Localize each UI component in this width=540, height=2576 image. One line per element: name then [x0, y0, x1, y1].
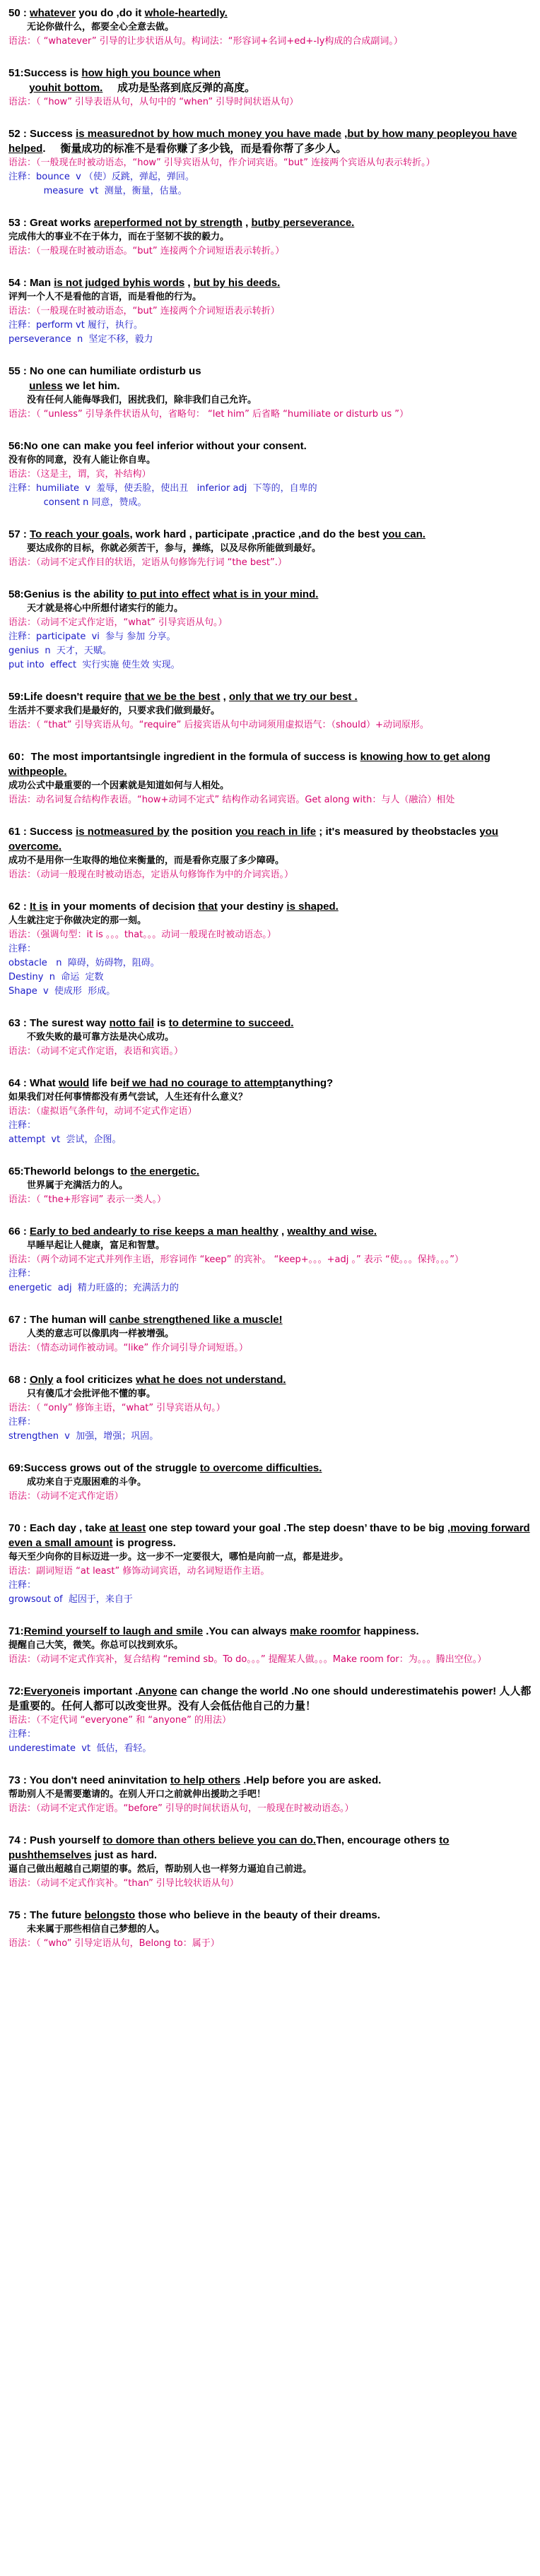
entry-spacer: [8, 1891, 533, 1908]
grammar-note: 语法：（动词不定式作定语，表语和宾语。）: [8, 1046, 184, 1057]
english-sentence: 74 : Push yourself to domore than others believe you can do.Then, encourage others to pushthemselves just as hard.: [8, 1834, 450, 1861]
quote-entry-54: [8, 275, 533, 347]
vocabulary-note: 注释：: [8, 944, 37, 954]
entry-spacer: [8, 882, 533, 899]
quote-entry-57: [8, 527, 533, 570]
vocabulary-note: measure vt 测量，衡量，估量。: [8, 186, 187, 196]
english-sentence: 50 : whatever you do ,do it whole-heartedly.: [8, 7, 228, 19]
quote-entry-61: [8, 824, 533, 882]
quote-entry-53: [8, 215, 533, 259]
entry-spacer: [8, 570, 533, 587]
english-sentence: 64 : What would life beif we had no courage to attemptanything?: [8, 1077, 334, 1089]
english-sentence: 66 : Early to bed andearly to rise keeps a man healthy , wealthy and wise.: [8, 1225, 377, 1237]
vocabulary-note: 注释：humiliate v 羞辱，使丢脸，使出丑 inferior adj 下等的，自卑的: [8, 483, 317, 494]
chinese-translation: 生活并不要求我们是最好的，只要求我们做到最好。: [8, 706, 221, 716]
grammar-note: 语法：（虚拟语气条件句，动词不定式作定语）: [8, 1106, 197, 1117]
entry-spacer: [8, 422, 533, 439]
vocabulary-note: put into effect 实行实施 使生效 实现。: [8, 660, 180, 670]
quote-entry-59: [8, 689, 533, 732]
english-sentence: 67 : The human will canbe strengthened like a muscle!: [8, 1314, 283, 1326]
quote-entry-62: [8, 899, 533, 999]
english-sentence: 69:Success grows out of the struggle to overcome difficulties.: [8, 1462, 322, 1474]
quote-entry-74: [8, 1833, 533, 1891]
vocabulary-note: energetic adj 精力旺盛的；充满活力的: [8, 1283, 179, 1293]
chinese-translation: 不致失败的最可靠方法是决心成功。: [27, 1032, 175, 1043]
english-sentence: 60：The most importantsingle ingredient in the formula of success is knowing how to get along withpeople.: [8, 751, 491, 778]
english-sentence: 58:Genius is the ability to put into effect what is in your mind.: [8, 588, 319, 600]
chinese-translation: 成功来自于克服困难的斗争。: [27, 1477, 147, 1488]
chinese-translation: 每天至少向你的目标迈进一步。这一步不一定要很大，哪怕是向前一点，都是进步。: [8, 1552, 349, 1562]
grammar-note: 语法：（两个动词不定式并列作主语，形容词作 “keep” 的宾补。 “keep+。。。+adj 。” 表示 “使。。。保持。。。”）: [8, 1254, 464, 1265]
quote-entry-68: [8, 1372, 533, 1444]
vocabulary-note: 注释：bounce v （使）反跳，弹起，弹回。: [8, 172, 194, 182]
entry-spacer: [8, 1147, 533, 1164]
chinese-translation: 世界属于充满活力的人。: [27, 1180, 129, 1191]
grammar-note: 语法：（动词不定式作定语）: [8, 1491, 124, 1502]
vocabulary-note: obstacle n 障碍，妨碍物，阻碍。: [8, 958, 160, 968]
chinese-translation: 未来属于那些相信自己梦想的人。: [27, 1924, 165, 1935]
vocabulary-note: 注释：perform vt 履行，执行。: [8, 320, 143, 331]
vocabulary-note: attempt vt 尝试，企图。: [8, 1134, 122, 1145]
entry-spacer: [8, 1207, 533, 1224]
vocabulary-note: perseverance n 坚定不移，毅力: [8, 334, 153, 345]
grammar-note: 语法：（ “who” 引导定语从句，Belong to：属于）: [8, 1938, 220, 1949]
chinese-translation: 无论你做什么，都要全心全意去做。: [27, 22, 175, 32]
vocabulary-note: consent n 同意，赞成。: [8, 497, 147, 508]
entry-spacer: [8, 732, 533, 749]
quote-entry-55: [8, 364, 533, 422]
entry-spacer: [8, 198, 533, 215]
chinese-translation: 提醒自己大笑，微笑。你总可以找到欢乐。: [8, 1640, 184, 1651]
vocabulary-note: 注释：: [8, 1580, 37, 1591]
quote-entry-69: [8, 1461, 533, 1504]
entry-spacer: [8, 807, 533, 824]
grammar-note: 语法：（不定代词 “everyone” 和 “anyone” 的用法）: [8, 1715, 231, 1726]
grammar-note: 语法：（情态动词作被动词。“like” 作介词引导介词短语。）: [8, 1343, 248, 1353]
entry-spacer: [8, 1444, 533, 1461]
vocabulary-note: 注释：: [8, 1269, 37, 1279]
grammar-note: 语法：（这是主，谓，宾，补结构）: [8, 469, 151, 480]
entry-spacer: [8, 510, 533, 527]
grammar-note: 语法：（动词不定式作定语，“what” 引导宾语从句。）: [8, 617, 228, 628]
grammar-note: 语法：（ “whatever” 引导的让步状语从句。构词法：“形容词+名词+ed+-ly构成的合成副词。）: [8, 36, 403, 47]
english-sentence: 53 : Great works areperformed not by strength , butby perseverance.: [8, 217, 355, 229]
entry-spacer: [8, 1355, 533, 1372]
vocabulary-note: Destiny n 命运 定数: [8, 972, 104, 983]
quote-entry-64: [8, 1076, 533, 1147]
chinese-translation: 要达成你的目标，你就必须苦干，参与，操练，以及尽你所能做到最好。: [27, 543, 322, 554]
quote-entry-67: [8, 1312, 533, 1355]
chinese-translation: 完成伟大的事业不在于体力，而在于坚韧不拔的毅力。: [8, 232, 230, 242]
entry-spacer: [8, 1059, 533, 1076]
quote-entry-58: [8, 587, 533, 672]
english-sentence: 63 : The surest way notto fail is to determine to succeed.: [8, 1017, 294, 1029]
grammar-note: 语法：副词短语 “at least” 修饰动词宾语，动名词短语作主语。: [8, 1566, 270, 1577]
quote-entry-51: [8, 66, 533, 109]
entry-spacer: [8, 347, 533, 364]
quote-entry-56: [8, 439, 533, 510]
grammar-note: 语法：（动词不定式作目的状语，定语从句修饰先行词 “the best”.）: [8, 557, 287, 568]
entry-spacer: [8, 259, 533, 275]
quote-entry-71: [8, 1624, 533, 1667]
chinese-translation: 早睡早起让人健康，富足和智慧。: [27, 1240, 165, 1251]
quote-entry-72: [8, 1684, 533, 1756]
quote-entry-65: [8, 1164, 533, 1207]
english-sentence: 65:Theworld belongs to the energetic.: [8, 1165, 200, 1177]
chinese-translation: 帮助别人不是需要邀请的。在别人开口之前就伸出援助之手吧！: [8, 1789, 266, 1800]
chinese-translation: 只有傻瓜才会批评他不懂的事。: [27, 1389, 156, 1399]
english-sentence: 72:Everyoneis important .Anyone can change the world .No one should underestimatehis power! 人人都是重要的。任何人都可以改变世界。没有人会低估他自己的力量！: [8, 1685, 532, 1712]
entry-spacer: [8, 1504, 533, 1521]
vocabulary-note: strengthen v 加强，增强；巩固。: [8, 1431, 159, 1442]
grammar-note: 语法：动名词复合结构作表语。“how+动词不定式” 结构作动名词宾语。Get along with：与人（融洽）相处: [8, 795, 455, 805]
vocabulary-note: 注释：: [8, 1729, 37, 1740]
vocabulary-note: growsout of 起因于，来自于: [8, 1594, 133, 1605]
english-sentence: 52 : Success is measurednot by how much money you have made ,but by how many peopleyou have helped. 衡量成功的标准不是看你赚了多少钱，而是看你帮了多少人。: [8, 128, 517, 155]
quote-entry-73: [8, 1773, 533, 1816]
chinese-translation: 天才就是将心中所想付诸实行的能力。: [27, 603, 184, 614]
entry-spacer: [8, 49, 533, 66]
english-sentence: 55 : No one can humiliate ordisturb us unless we let him.: [8, 365, 201, 392]
entry-spacer: [8, 1295, 533, 1312]
english-sentence: 70 : Each day , take at least one step toward your goal .The step doesn’ thave to be big ,moving forward even a small amount is progress.: [8, 1522, 530, 1549]
english-sentence: 71:Remind yourself to laugh and smile .You can always make roomfor happiness.: [8, 1625, 419, 1637]
grammar-note: 语法：（强调句型：it is 。。。that。。。动词一般现在时被动语态。）: [8, 930, 276, 940]
grammar-note: 语法：（ “unless” 引导条件状语从句，省略句： “let him” 后省略 “humiliate or disturb us ”）: [8, 409, 409, 420]
entry-spacer: [8, 109, 533, 126]
entry-spacer: [8, 1607, 533, 1624]
chinese-translation: 人类的意志可以像肌肉一样被增强。: [27, 1329, 175, 1339]
vocabulary-note: genius n 天才，天赋。: [8, 646, 112, 656]
english-sentence: 51:Success is how high you bounce when youhit bottom. 成功是坠落到底反弹的高度。: [8, 67, 256, 94]
chinese-translation: 如果我们对任何事情都没有勇气尝试，人生还有什么意义？: [8, 1092, 248, 1103]
grammar-note: 语法：（ “only” 修饰主语，“what” 引导宾语从句。）: [8, 1403, 225, 1413]
entry-spacer: [8, 999, 533, 1016]
entry-spacer: [8, 1667, 533, 1684]
chinese-translation: 没有任何人能侮辱我们，困扰我们，除非我们自己允许。: [27, 395, 257, 405]
english-sentence: 62 : It is in your moments of decision that your destiny is shaped.: [8, 901, 339, 913]
quote-entry-50: [8, 6, 533, 49]
grammar-note: 语法：（一般现在时被动语态。“but” 连接两个介词短语表示转折。）: [8, 246, 285, 256]
quote-entry-60: [8, 749, 533, 807]
english-sentence: 57 : To reach your goals, work hard , participate ,practice ,and do the best you can.: [8, 528, 425, 540]
english-sentence: 68 : Only a fool criticizes what he does not understand.: [8, 1374, 286, 1386]
entry-spacer: [8, 1756, 533, 1773]
grammar-note: 语法：（动词不定式作定语。“before” 引导的时间状语从句，一般现在时被动语态。）: [8, 1803, 354, 1814]
chinese-translation: 人生就注定于你做决定的那一刻。: [8, 915, 147, 926]
chinese-translation: 没有你的同意，没有人能让你自卑。: [8, 455, 156, 465]
grammar-note: 语法：（ “how” 引导表语从句，从句中的 “when” 引导时间状语从句）: [8, 97, 299, 107]
vocabulary-note: 注释：: [8, 1120, 37, 1131]
quote-entry-63: [8, 1016, 533, 1059]
grammar-note: 语法：（动词一般现在时被动语态，定语从句修饰作为中的介词宾语。）: [8, 869, 294, 880]
vocabulary-note: underestimate vt 低估，看轻。: [8, 1743, 152, 1754]
english-sentence: 59:Life doesn't require that we be the best , only that we try our best .: [8, 691, 358, 703]
english-sentence: 73 : You don't need aninvitation to help others .Help before you are asked.: [8, 1774, 382, 1786]
grammar-note: 语法：（一般现在时被动语态，“but” 连接两个介词短语表示转折）: [8, 306, 280, 316]
chinese-translation: 逼自己做出超越自己期望的事。然后，帮助别人也一样努力逼迫自己前进。: [8, 1864, 312, 1875]
entry-spacer: [8, 1816, 533, 1833]
quote-entry-66: [8, 1224, 533, 1295]
quote-entry-75: [8, 1908, 533, 1951]
grammar-note: 语法：（动词不定式作宾补，复合结构 “remind sb。To do。。。” 提醒某人做。。。Make room for：为。。。腾出空位。）: [8, 1654, 487, 1665]
english-sentence: 61 : Success is notmeasured by the position you reach in life ; it's measured by theobstacles you overcome.: [8, 826, 498, 853]
grammar-note: 语法：（ “the+形容词” 表示一类人。）: [8, 1194, 166, 1205]
english-sentence: 54 : Man is not judged byhis words , but by his deeds.: [8, 277, 281, 289]
vocabulary-note: 注释：participate vi 参与 参加 分享。: [8, 631, 176, 642]
quote-entry-70: [8, 1521, 533, 1607]
english-sentence: 56:No one can make you feel inferior without your consent.: [8, 440, 307, 452]
entry-spacer: [8, 672, 533, 689]
grammar-note: 语法：（ “that” 引导宾语从句。“require” 后接宾语从句中动词须用虚拟语气：（should）+动词原形。: [8, 720, 429, 730]
english-sentence: 75 : The future belongsto those who believe in the beauty of their dreams.: [8, 1909, 380, 1921]
grammar-note: 语法：（一般现在时被动语态，“how” 引导宾语从句，作介词宾语。“but” 连接两个宾语从句表示转折。）: [8, 158, 435, 168]
chinese-translation: 成功不是用你一生取得的地位来衡量的，而是看你克服了多少障碍。: [8, 855, 285, 866]
chinese-translation: 评判一个人不是看他的言语，而是看他的行为。: [8, 292, 202, 302]
vocabulary-note: Shape v 使成形 形成。: [8, 986, 116, 997]
chinese-translation: 成功公式中最重要的一个因素就是知道如何与人相处。: [8, 780, 230, 791]
grammar-note: 语法：（动词不定式作宾补。“than” 引导比较状语从句）: [8, 1878, 239, 1889]
vocabulary-note: 注释：: [8, 1417, 37, 1428]
quote-entry-52: [8, 126, 533, 198]
